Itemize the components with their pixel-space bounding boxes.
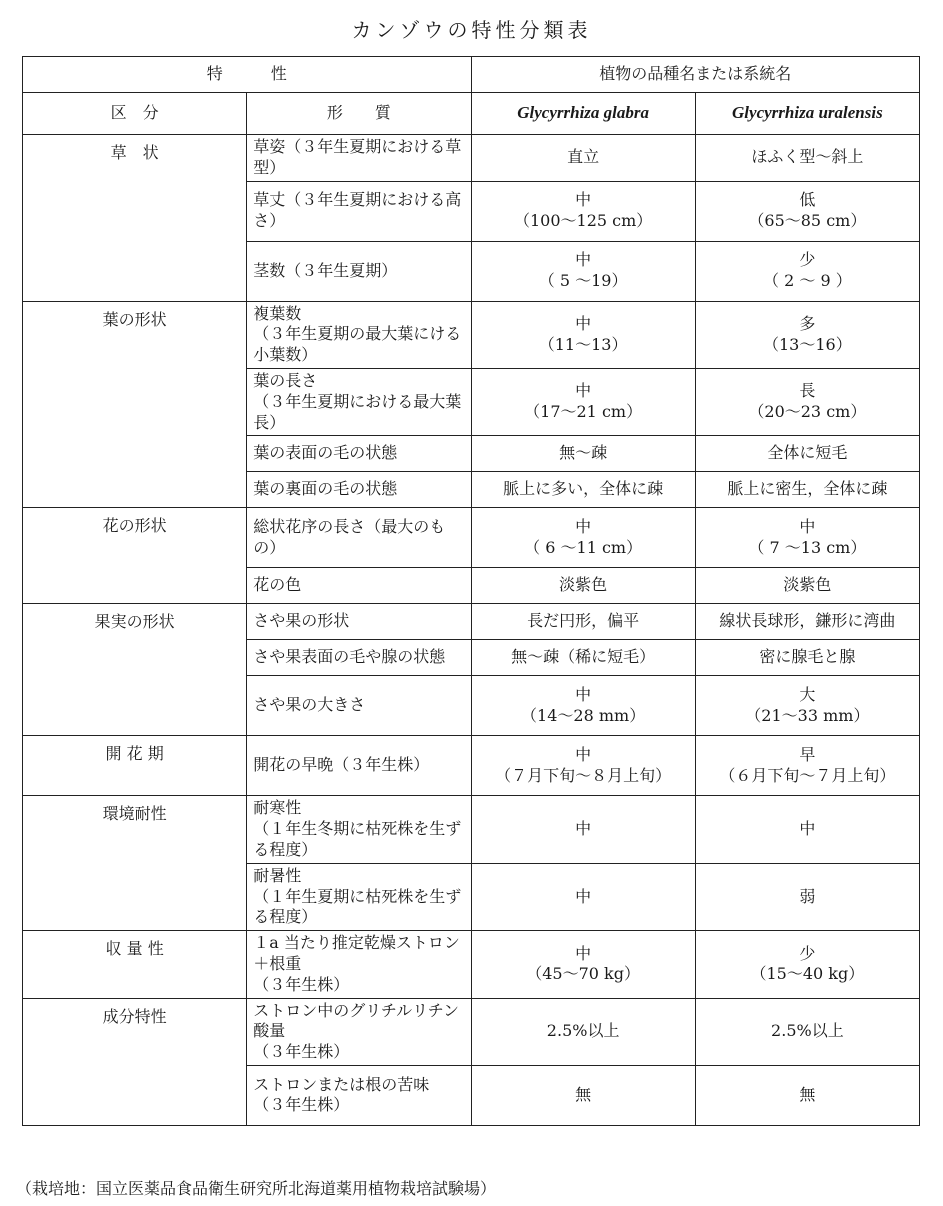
uralensis-value-line: （21～33 mm）	[745, 705, 870, 725]
uralensis-value-line: 少	[799, 943, 816, 963]
glabra-value-line: 無	[575, 1085, 592, 1105]
glabra-value-cell	[471, 863, 695, 930]
trait-cell	[247, 604, 471, 640]
table-row	[23, 931, 920, 998]
uralensis-value-cell	[695, 181, 919, 241]
table-row	[23, 736, 920, 796]
trait-cell	[247, 368, 471, 435]
glabra-value-cell	[471, 676, 695, 736]
table-row	[23, 135, 920, 182]
glabra-value-line: （11～13）	[538, 334, 628, 354]
trait-line: 花の色	[253, 575, 302, 595]
trait-cell	[247, 508, 471, 568]
trait-cell	[247, 1065, 471, 1125]
uralensis-value-cell	[695, 796, 919, 863]
uralensis-value-line: 2.5%以上	[771, 1021, 844, 1041]
uralensis-value-cell	[695, 863, 919, 930]
glabra-value-cell	[471, 135, 695, 182]
trait-line: （３年生夏期の最大葉にける小葉数）	[253, 324, 462, 365]
category-cell: 草 状	[23, 135, 247, 302]
trait-line: 葉の裏面の毛の状態	[253, 479, 398, 499]
header-row-2	[23, 93, 920, 135]
trait-cell	[247, 736, 471, 796]
glabra-value-cell	[471, 796, 695, 863]
glabra-value-line: 中	[575, 190, 592, 210]
trait-line: （１年生冬期に枯死株を生ずる程度）	[253, 819, 462, 859]
table-row	[23, 796, 920, 863]
trait-line: 耐暑性	[253, 865, 302, 885]
uralensis-value-cell	[695, 736, 919, 796]
header-species-glabra: Glycyrrhiza glabra	[471, 93, 695, 135]
trait-line: ストロンまたは根の苦味	[253, 1074, 430, 1094]
glabra-value-line: 中	[575, 685, 592, 705]
uralensis-value-line: 少	[799, 250, 816, 270]
glabra-value-cell	[471, 736, 695, 796]
uralensis-value-cell	[695, 604, 919, 640]
uralensis-value-line: 低	[799, 190, 816, 210]
glabra-value-line: 2.5%以上	[546, 1021, 620, 1041]
uralensis-value-cell	[695, 241, 919, 301]
category-cell: 花の形状	[23, 508, 247, 604]
footer-note: （栽培地：国立医薬品食品衛生研究所北海道薬用植物栽培試験場）	[16, 1179, 497, 1198]
glabra-value-cell	[471, 472, 695, 508]
trait-line: （３年生株）	[253, 974, 350, 994]
uralensis-value-cell	[695, 931, 919, 998]
uralensis-value-cell	[695, 508, 919, 568]
trait-line: 開花の早晩（３年生株）	[253, 755, 430, 775]
category-cell: 果実の形状	[23, 604, 247, 736]
glabra-value-cell	[471, 998, 695, 1065]
glabra-value-cell	[471, 368, 695, 435]
glabra-value-cell	[471, 931, 695, 998]
trait-line: 茎数（３年生夏期）	[253, 260, 398, 280]
trait-line: 草姿（３年生夏期における草型）	[253, 137, 462, 177]
glabra-value-cell	[471, 241, 695, 301]
glabra-value-cell	[471, 508, 695, 568]
glabra-value-line: 長だ円形，偏平	[527, 611, 640, 631]
category-cell: 環境耐性	[23, 796, 247, 931]
trait-line: 葉の長さ	[253, 370, 318, 390]
table-body	[23, 135, 920, 1126]
trait-line: さや果の大きさ	[253, 695, 366, 715]
trait-cell	[247, 568, 471, 604]
uralensis-value-line: 弱	[799, 886, 816, 906]
glabra-value-line: 中	[575, 886, 592, 906]
uralensis-value-cell	[695, 1065, 919, 1125]
uralensis-value-line: （６月下旬～７月上旬）	[719, 765, 896, 785]
glabra-value-line: 中	[575, 745, 592, 765]
glabra-value-cell	[471, 568, 695, 604]
uralensis-value-line: 中	[799, 819, 816, 839]
uralensis-value-cell	[695, 568, 919, 604]
trait-cell	[247, 135, 471, 182]
trait-cell	[247, 640, 471, 676]
glabra-value-cell	[471, 604, 695, 640]
glabra-value-line: 脈上に多い，全体に疎	[503, 479, 664, 499]
header-category: 区 分	[23, 93, 247, 135]
glabra-value-cell	[471, 181, 695, 241]
uralensis-value-cell	[695, 436, 919, 472]
uralensis-value-line: 線状長球形，鎌形に湾曲	[719, 611, 896, 631]
trait-line: さや果の形状	[253, 611, 350, 631]
glabra-value-line: 中	[575, 943, 592, 963]
uralensis-value-line: 大	[799, 685, 816, 705]
glabra-value-line: 淡紫色	[559, 575, 608, 595]
glabra-value-line: （45～70 kg）	[526, 964, 640, 984]
trait-line: 草丈（３年生夏期における高さ）	[253, 190, 462, 231]
glabra-value-line: 中	[575, 313, 592, 333]
trait-line: １a 当たり推定乾燥ストロン＋根重	[253, 933, 460, 973]
category-cell: 開 花 期	[23, 736, 247, 796]
uralensis-value-line: 多	[799, 313, 816, 333]
header-species-uralensis: Glycyrrhiza uralensis	[695, 93, 919, 135]
trait-cell	[247, 472, 471, 508]
trait-line: （３年生株）	[253, 1042, 350, 1062]
trait-line: 総状花序の長さ（最大のもの）	[253, 517, 446, 557]
table-row	[23, 998, 920, 1065]
trait-cell	[247, 301, 471, 368]
uralensis-value-line: 中	[799, 517, 816, 537]
uralensis-value-cell	[695, 676, 919, 736]
uralensis-value-line: 脈上に密生，全体に疎	[727, 479, 888, 499]
uralensis-value-line: 密に腺毛と腺	[759, 647, 856, 667]
glabra-value-cell	[471, 640, 695, 676]
uralensis-value-line: 全体に短毛	[767, 443, 848, 463]
category-cell: 葉の形状	[23, 301, 247, 508]
uralensis-value-cell	[695, 472, 919, 508]
trait-line: （３年生株）	[253, 1095, 350, 1115]
uralensis-value-line: （15～40 kg）	[750, 964, 865, 984]
uralensis-value-cell	[695, 301, 919, 368]
table-row	[23, 604, 920, 640]
header-trait: 形 質	[247, 93, 471, 135]
trait-line: さや果表面の毛や腺の状態	[253, 647, 446, 667]
trait-cell	[247, 796, 471, 863]
trait-line: 複葉数	[253, 303, 302, 323]
trait-cell	[247, 931, 471, 998]
glabra-value-line: （ 5 ～19）	[538, 271, 628, 291]
glabra-value-line: （14～28 mm）	[521, 705, 646, 725]
trait-cell	[247, 436, 471, 472]
glabra-value-cell	[471, 1065, 695, 1125]
uralensis-value-line: 早	[799, 745, 816, 765]
header-varieties: 植物の品種名または系統名	[471, 57, 920, 93]
category-cell: 成分特性	[23, 998, 247, 1125]
glabra-value-line: 中	[575, 250, 592, 270]
uralensis-value-line: 長	[799, 381, 816, 401]
uralensis-value-line: 無	[799, 1085, 816, 1105]
uralensis-value-line: （20～23 cm）	[748, 402, 867, 422]
trait-line: （１年生夏期に枯死株を生ずる程度）	[253, 886, 462, 927]
trait-cell	[247, 863, 471, 930]
glabra-value-line: 中	[575, 517, 592, 537]
uralensis-value-cell	[695, 640, 919, 676]
glabra-value-line: （ 6 ～11 cm）	[524, 537, 643, 557]
uralensis-value-cell	[695, 998, 919, 1065]
glabra-value-cell	[471, 301, 695, 368]
trait-line: ストロン中のグリチルリチン酸量	[253, 1000, 460, 1041]
trait-line: 葉の表面の毛の状態	[253, 443, 398, 463]
table-title: カンゾウの特性分類表	[351, 18, 592, 42]
glabra-value-line: （17～21 cm）	[524, 402, 643, 422]
glabra-value-line: 直立	[567, 147, 600, 167]
glabra-value-line: 無～疎（稀に短毛）	[511, 647, 656, 667]
trait-cell	[247, 181, 471, 241]
uralensis-value-line: （65～85 cm）	[748, 211, 867, 231]
glabra-value-line: 無～疎	[559, 443, 608, 463]
uralensis-value-line: 淡紫色	[783, 575, 832, 595]
uralensis-value-cell	[695, 135, 919, 182]
trait-line: （３年生夏期における最大葉長）	[253, 391, 462, 432]
glabra-value-cell	[471, 436, 695, 472]
trait-cell	[247, 676, 471, 736]
uralensis-value-cell	[695, 368, 919, 435]
header-characteristics: 特 性	[23, 57, 472, 93]
glabra-value-line: 中	[575, 819, 592, 839]
glabra-value-line: （100～125 cm）	[513, 211, 653, 231]
characteristics-table	[22, 56, 920, 1126]
table-row	[23, 508, 920, 568]
uralensis-value-line: （ 2 ～ 9 ）	[763, 271, 852, 291]
header-row-1	[23, 57, 920, 93]
glabra-value-line: 中	[575, 381, 592, 401]
glabra-value-line: （７月下旬～８月上旬）	[495, 765, 672, 785]
uralensis-value-line: ほふく型～斜上	[751, 147, 864, 167]
trait-cell	[247, 241, 471, 301]
table-row	[23, 301, 920, 368]
category-cell: 収 量 性	[23, 931, 247, 998]
trait-line: 耐寒性	[253, 798, 302, 818]
uralensis-value-line: （13～16）	[763, 334, 852, 354]
trait-cell	[247, 998, 471, 1065]
uralensis-value-line: （ 7 ～13 cm）	[748, 537, 867, 557]
